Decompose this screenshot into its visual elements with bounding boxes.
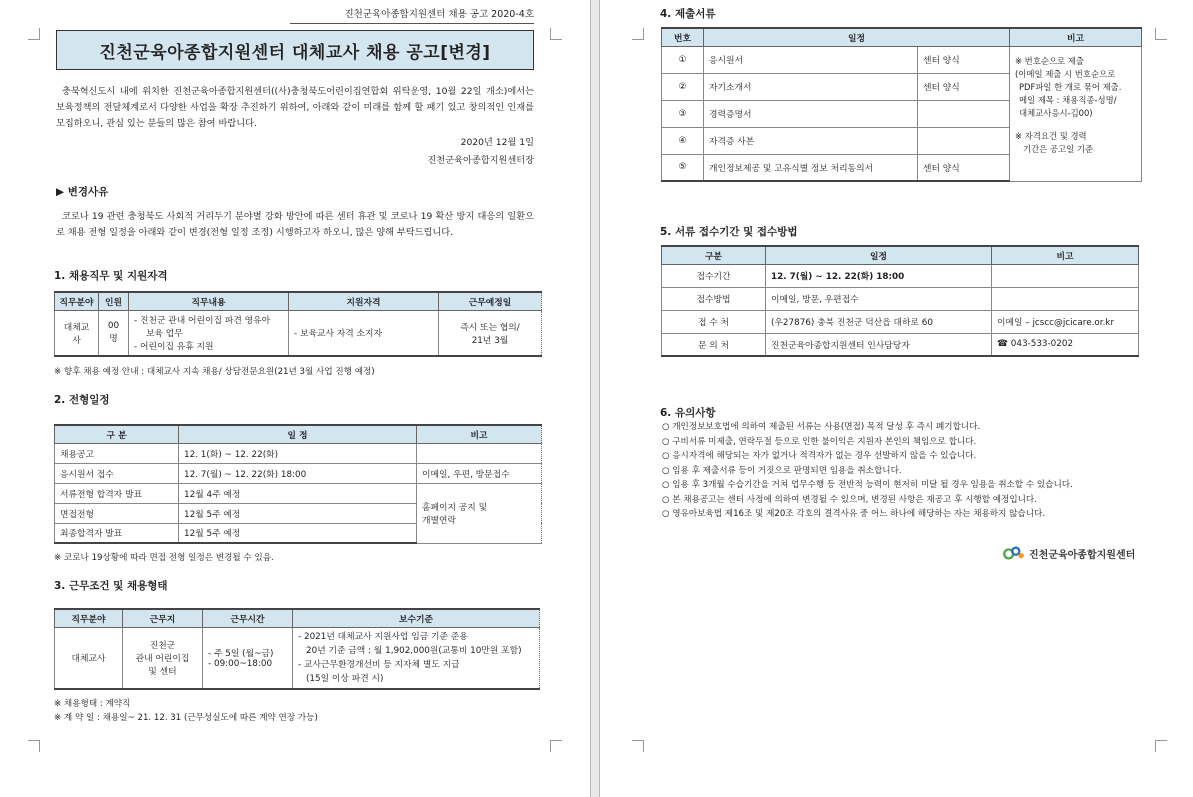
page-gutter	[590, 0, 600, 797]
crop-mark	[28, 740, 40, 752]
cond-field: 대체교사	[55, 627, 123, 689]
logo-mark-icon	[1003, 545, 1025, 561]
job-start	[439, 310, 542, 356]
doc-name: 경력증명서	[704, 100, 918, 127]
th-duty: 직무내용	[129, 292, 289, 310]
job-field: 대체교사	[55, 310, 99, 356]
cond-place	[123, 627, 203, 689]
doc-no: ④	[662, 127, 704, 154]
place-line: 및 센터	[148, 667, 177, 678]
app-note	[992, 287, 1139, 310]
pay-line: (15일 이상 파견 시)	[306, 673, 384, 684]
sched-value: 12. 1(화) ~ 12. 22(화)	[179, 443, 417, 463]
th-count: 인원	[99, 292, 129, 310]
crop-mark	[550, 740, 562, 752]
th-doc: 일정	[704, 28, 1010, 46]
logo-text: 진천군육아종합지원센터	[1029, 549, 1136, 561]
remark-line: (이메일 제출 시 번호순으로	[1015, 68, 1116, 79]
doc-form	[918, 100, 1010, 127]
th-field: 직무분야	[55, 292, 99, 310]
doc-no: ⑤	[662, 154, 704, 181]
intro-paragraph: 충북혁신도시 내에 위치한 진천군육아종합지원센터((사)충청북도어린이집연합회 위탁운영, 10월 22일 개소)에서는 보육정책의 전달체계로서 다양한 사업을 확장 추진하기 위하여, 아래와 같이 미래를 함께 할 패기 있고 창의적인 인재를 모집하오니, 관심 있는 분들의 많은 참여 바랍니다.	[56, 86, 534, 129]
schedule-table	[54, 424, 542, 544]
app-label: 접수방법	[662, 287, 766, 310]
change-heading: ▶ 변경사유	[56, 186, 109, 198]
doc-form: 센터 양식	[918, 73, 1010, 100]
precaution-item: ○ 임용 후 제출서류 등이 거짓으로 판명되면 임용을 취소합니다.	[662, 465, 902, 476]
th-qual: 지원자격	[289, 292, 439, 310]
doc-name: 자기소개서	[704, 73, 918, 100]
documents-table	[661, 27, 1142, 182]
duty-line: - 어린이집 유휴 지원	[134, 342, 214, 353]
remark-line: PDF파일 한 개로 묶어 제출.	[1019, 81, 1122, 92]
doc-no: ③	[662, 100, 704, 127]
place-line: 관내 어린이집	[135, 654, 190, 665]
precautions-list	[662, 420, 1142, 522]
th-start: 근무예정일	[439, 292, 542, 310]
start-line: 21년 3월	[471, 335, 509, 346]
app-value: 12. 7(월) ~ 12. 22(화) 18:00	[766, 264, 992, 287]
th-no: 번호	[662, 28, 704, 46]
th-field: 직무분야	[55, 609, 123, 627]
precaution-item: ○ 본 채용공고는 센터 사정에 의하여 변경될 수 있으며, 변경된 사항은 재공고 후 시행할 예정입니다.	[662, 494, 1037, 505]
sec5-heading: 5. 서류 접수기간 및 접수방법	[660, 226, 798, 238]
duty-line: - 진천군 관내 어린이집 파견 영유아	[134, 316, 271, 327]
th-place: 근무지	[123, 609, 203, 627]
sched-label: 서류전형 합격자 발표	[55, 483, 179, 503]
sched-value: 12월 4주 예정	[179, 483, 417, 503]
job-duty	[129, 310, 289, 356]
pay-line: 20년 기준 금액 : 월 1,902,000원(교통비 10만원 포함)	[306, 645, 522, 656]
merged-note-line: 홈페이지 공지 및	[422, 503, 488, 513]
condition-table	[54, 608, 540, 690]
pay-line: - 2021년 대체교사 지원사업 임금 기준 준용	[298, 631, 468, 642]
app-note-email: 이메일 – jcscc@jcicare.or.kr	[992, 310, 1139, 333]
precaution-item: ○ 구비서류 미제출, 연락두절 등으로 인한 불이익은 지원자 본인의 책임으로 합니다.	[662, 436, 977, 447]
center-logo	[1003, 545, 1135, 561]
signer: 진천군육아종합지원센터장	[427, 155, 534, 166]
sec1-heading: 1. 채용직무 및 지원자격	[54, 270, 168, 282]
sched-merged-note	[417, 483, 542, 543]
th-remark: 비고	[1010, 28, 1142, 46]
notice-number: 진천군육아종합지원센터 채용 공고 2020-4호	[290, 6, 534, 24]
app-value: 진천군육아종합지원센터 인사담당자	[766, 333, 992, 356]
doc-form: 센터 양식	[918, 154, 1010, 181]
th-pay: 보수기준	[293, 609, 540, 627]
crop-mark	[632, 28, 644, 40]
date-block	[427, 134, 534, 170]
th-remark: 비고	[417, 425, 542, 443]
crop-mark	[28, 28, 40, 40]
merged-note-line: 개별연락	[422, 516, 456, 526]
job-qual: - 보육교사 자격 소지자	[289, 310, 439, 356]
doc-no: ①	[662, 46, 704, 73]
sched-value: 12. 7(월) ~ 12. 22(화) 18:00	[179, 463, 417, 483]
time-line: - 09:00~18:00	[208, 659, 273, 670]
app-label: 접 수 처	[662, 310, 766, 333]
doc-name: 응시원서	[704, 46, 918, 73]
cond-pay	[293, 627, 540, 689]
sec3-heading: 3. 근무조건 및 채용형태	[54, 580, 168, 592]
app-note-phone: ☎ 043-533-0202	[992, 333, 1139, 356]
doc-no: ②	[662, 73, 704, 100]
sched-label: 최종합격자 발표	[55, 523, 179, 543]
crop-mark	[1155, 740, 1167, 752]
th-category: 구 분	[55, 425, 179, 443]
remark-line: ※ 자격요건 및 경력	[1015, 130, 1087, 141]
precaution-item: ○ 영유아보육법 제16조 및 제20조 각호의 결격사유 중 어느 하나에 해당하는 자는 채용하지 않습니다.	[662, 509, 1046, 519]
app-value: 이메일, 방문, 우편접수	[766, 287, 992, 310]
job-table	[54, 291, 542, 357]
th-category: 구분	[662, 246, 766, 264]
time-line: - 주 5일 (월~금)	[208, 649, 274, 660]
th-schedule: 일 정	[179, 425, 417, 443]
remark-line: 메일 제목 : 채용직종-성명/	[1019, 94, 1117, 105]
change-text: 코로나 19 관련 충청북도 사회적 거리두기 분야별 강화 방안에 따른 센터 휴관 및 코로나 19 확산 방지 대응의 일환으로 채용 전형 일정을 아래와 같이 변경(전형 일정 조정) 시행하고자 하오니, 많은 양해 부탁드립니다.	[56, 211, 534, 238]
sec6-heading: 6. 유의사항	[660, 407, 716, 419]
doc-form	[918, 127, 1010, 154]
pay-line: - 교사근무환경개선비 등 지자체 별도 지급	[298, 659, 460, 670]
th-time: 근무시간	[203, 609, 293, 627]
sec3-note-type: ※ 채용형태 : 계약직	[54, 699, 131, 709]
th-remark: 비고	[992, 246, 1139, 264]
duty-line: 보육 업무	[146, 329, 183, 340]
doc-remark	[1010, 46, 1142, 181]
crop-mark	[632, 740, 644, 752]
crop-mark	[1155, 28, 1167, 40]
precaution-item: ○ 응시자격에 해당되는 자가 없거나 적격자가 없는 경우 선발하지 않을 수 있습니다.	[662, 451, 977, 461]
page-1	[0, 0, 590, 797]
app-label: 문 의 처	[662, 333, 766, 356]
sched-value: 12월 5주 예정	[179, 523, 417, 543]
notice-date: 2020년 12월 1일	[460, 137, 534, 148]
app-value: (우27876) 충북 진천군 덕산읍 대하로 60	[766, 310, 992, 333]
doc-name: 개인정보제공 및 고유식별 정보 처리동의서	[704, 154, 918, 181]
application-table	[661, 245, 1139, 357]
remark-line: 기간은 공고일 기준	[1023, 143, 1094, 154]
remark-line: ※ 번호순으로 제출	[1015, 55, 1084, 66]
precaution-item: ○ 임용 후 3개월 수습기간을 거쳐 업무수행 등 전반적 능력이 현저히 미달 될 경우 임용을 취소할 수 있습니다.	[662, 480, 1073, 490]
app-note	[992, 264, 1139, 287]
sec1-note: ※ 향후 채용 예정 안내 : 대체교사 지속 채용/ 상담전문요원(21년 3월 사업 진행 예정)	[54, 367, 375, 377]
th-schedule: 일정	[766, 246, 992, 264]
sec3-note-contract: ※ 계 약 일 : 채용일~ 21. 12. 31 (근무성실도에 따른 계약 연장 가능)	[54, 713, 318, 723]
doc-form: 센터 양식	[918, 46, 1010, 73]
sec2-heading: 2. 전형일정	[54, 394, 110, 406]
sched-note: 이메일, 우편, 방문접수	[417, 463, 542, 483]
place-line: 진천군	[149, 641, 176, 652]
sched-label: 채용공고	[55, 443, 179, 463]
page-title: 진천군육아종합지원센터 대체교사 채용 공고[변경]	[56, 30, 534, 70]
crop-mark	[550, 28, 562, 40]
sched-label: 응시원서 접수	[55, 463, 179, 483]
sched-note	[417, 443, 542, 463]
precaution-item: ○ 개인정보보호법에 의하여 제출된 서류는 사용(면접) 목적 달성 후 즉시 폐기합니다.	[662, 422, 981, 432]
doc-name: 자격증 사본	[704, 127, 918, 154]
cond-time	[203, 627, 293, 689]
start-line: 즉시 또는 협의/	[460, 322, 520, 333]
remark-line: 대체교사응시-김00)	[1019, 107, 1093, 118]
app-label: 접수기간	[662, 264, 766, 287]
sec2-note: ※ 코로나 19상황에 따라 면접 전형 일정은 변경될 수 있음.	[54, 553, 274, 563]
job-count: 00명	[99, 310, 129, 356]
sched-value: 12월 5주 예정	[179, 503, 417, 523]
sched-label: 면접전형	[55, 503, 179, 523]
sec4-heading: 4. 제출서류	[660, 8, 716, 20]
